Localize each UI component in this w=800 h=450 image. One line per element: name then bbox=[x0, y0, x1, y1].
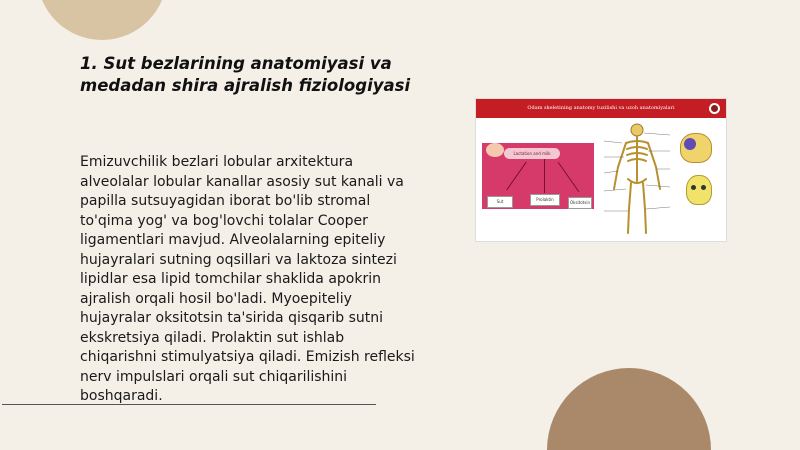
anatomy-figure bbox=[475, 98, 727, 242]
diagram-box: Oksitotsin bbox=[568, 197, 592, 209]
figure-header: Odam skeletining anatomy tuzilishi va uzoh anatomiyalari bbox=[476, 99, 726, 118]
divider-line bbox=[2, 404, 376, 405]
diagram-connector bbox=[544, 159, 545, 193]
figure-logo-icon bbox=[709, 103, 720, 114]
diagram-box: Prolaktin bbox=[530, 194, 560, 206]
decorative-circle-top bbox=[37, 0, 167, 40]
skeleton-illustration-icon bbox=[604, 121, 670, 239]
slide-title: 1. Sut bezlarining anatomiyasi va medadan shira ajralish fiziologiyasi bbox=[80, 54, 411, 95]
decorative-circle-bottom bbox=[547, 368, 711, 450]
lactation-diagram-title: Lactation and milk bbox=[504, 148, 560, 159]
skull-illustration-icon bbox=[680, 133, 712, 163]
diagram-box: Sut bbox=[487, 196, 513, 208]
breast-illustration-icon bbox=[486, 143, 504, 157]
skull-illustration-icon bbox=[686, 175, 712, 205]
slide-body-text: Emizuvchilik bezlari lobular arxitektura alveolalar lobular kanallar asosiy sut kanali va papilla sutsuyagidan iborat bo'lib stromal to'qima yog' va bog'lovchi tolalar Cooper ligamentlari mavjud. Alveolalarning epiteliy hujayralari sutning oqsillari va laktoza sintezi lipidlar esa lipid tomchilar shaklida apokrin ajralish orqali hosil bo'ladi. Myoepiteliy hujayralar oksitotsin ta'sirida qisqarib sutni ekskretsiya qiladi. Prolaktin sut ishlab chiqarishni stimulyatsiya qiladi. Emizish refleksi nerv impulslari orqali sut chiqarilishini boshqaradi. bbox=[80, 154, 415, 404]
